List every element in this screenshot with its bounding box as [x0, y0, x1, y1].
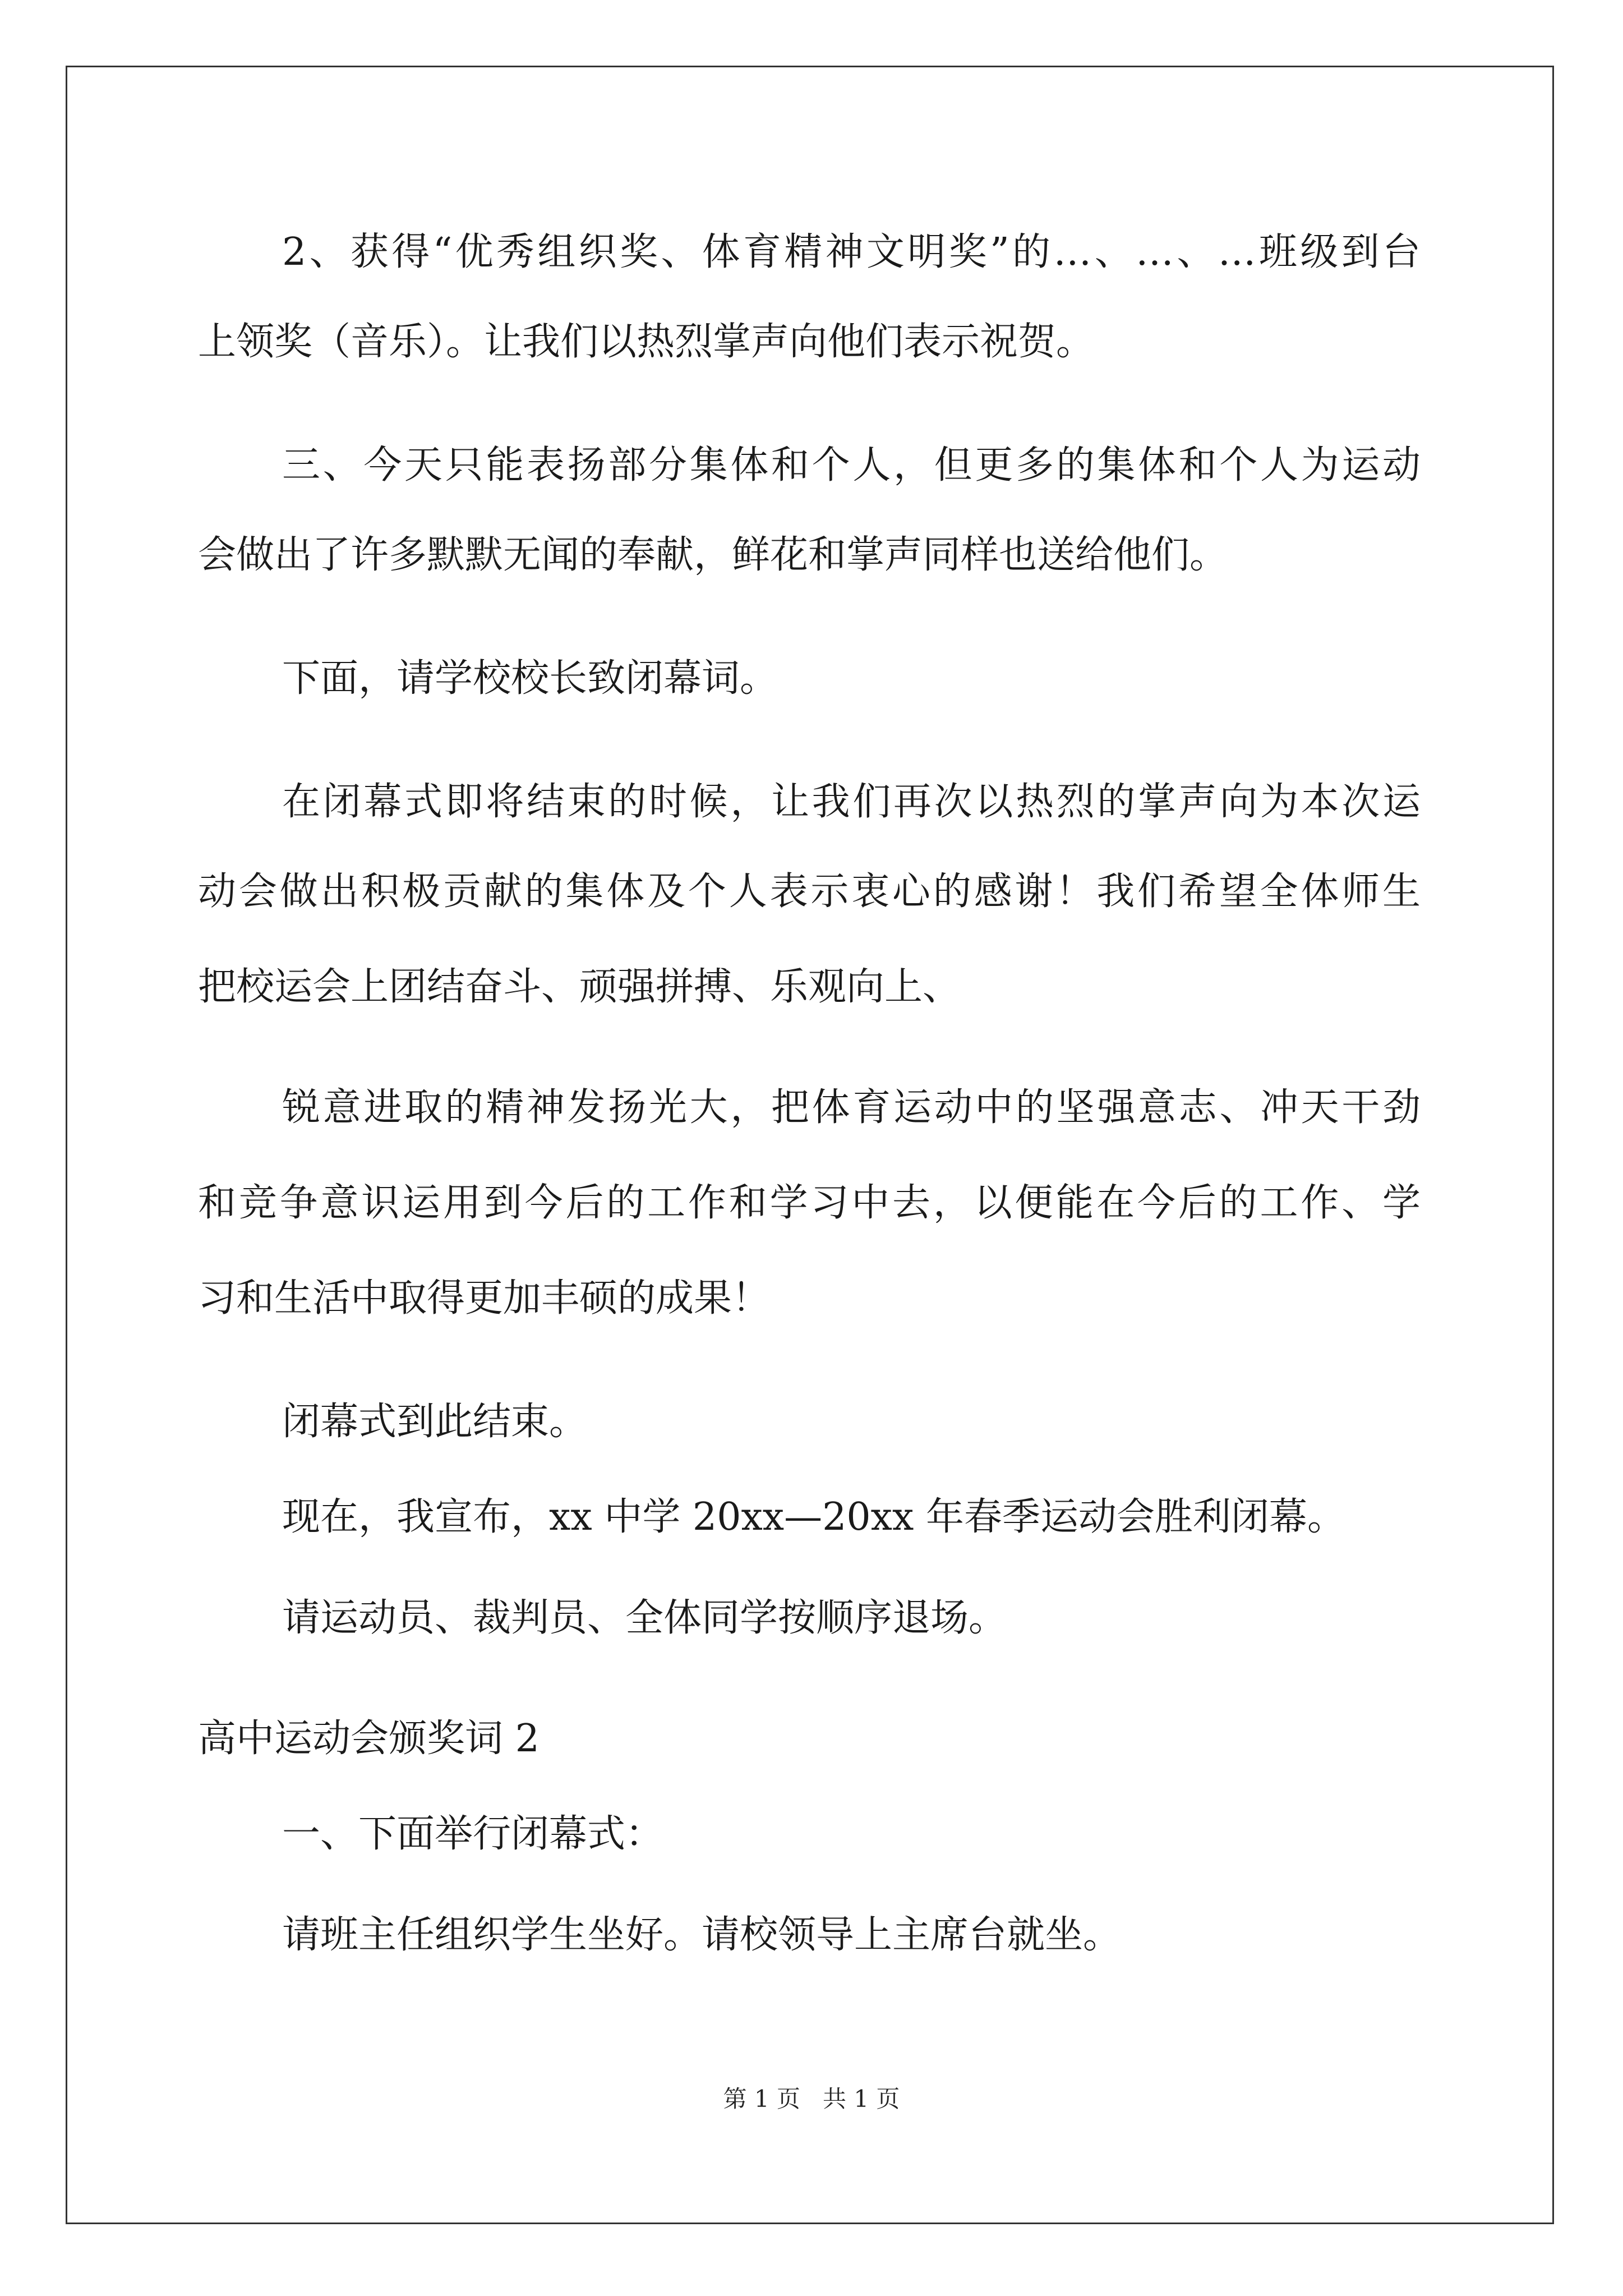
paragraph-line: 闭幕式到此结束。	[282, 1400, 588, 1444]
page-number: 第 1 页	[723, 2085, 800, 2113]
paragraph-line: 现在，我宣布，xx 中学 20xx—20xx 年春季运动会胜利闭幕。	[282, 1495, 1345, 1539]
paragraph-line: 动会做出积极贡献的集体及个人表示衷心的感谢！我们希望全体师生	[198, 869, 1421, 914]
paragraph-line: 在闭幕式即将结束的时候，让我们再次以热烈的掌声向为本次运	[282, 780, 1421, 824]
paragraph-line: 下面，请学校校长致闭幕词。	[282, 656, 778, 701]
paragraph-line: 会做出了许多默默无闻的奉献，鲜花和掌声同样也送给他们。	[198, 533, 1228, 577]
paragraph-line: 上领奖（音乐）。让我们以热烈掌声向他们表示祝贺。	[198, 320, 1095, 364]
page-footer	[0, 2082, 1623, 2116]
paragraph-line: 把校运会上团结奋斗、顽强拼搏、乐观向上、	[198, 965, 961, 1009]
page-border	[66, 66, 1554, 2224]
section-heading: 高中运动会颁奖词 2	[198, 1717, 540, 1761]
paragraph-line: 和竞争意识运用到今后的工作和学习中去，以便能在今后的工作、学	[198, 1181, 1421, 1225]
paragraph-line: 一、下面举行闭幕式：	[282, 1812, 664, 1856]
paragraph-line: 2、获得“优秀组织奖、体育精神文明奖”的…、…、…班级到台	[282, 230, 1421, 274]
paragraph-line: 请运动员、裁判员、全体同学按顺序退场。	[282, 1596, 1007, 1640]
paragraph-line: 锐意进取的精神发扬光大，把体育运动中的坚强意志、冲天干劲	[282, 1085, 1421, 1130]
paragraph-line: 习和生活中取得更加丰硕的成果！	[198, 1276, 771, 1320]
page-total: 共 1 页	[823, 2085, 900, 2113]
paragraph-line: 三、今天只能表扬部分集体和个人，但更多的集体和个人为运动	[282, 443, 1421, 487]
paragraph-line: 请班主任组织学生坐好。请校领导上主席台就坐。	[282, 1913, 1122, 1957]
